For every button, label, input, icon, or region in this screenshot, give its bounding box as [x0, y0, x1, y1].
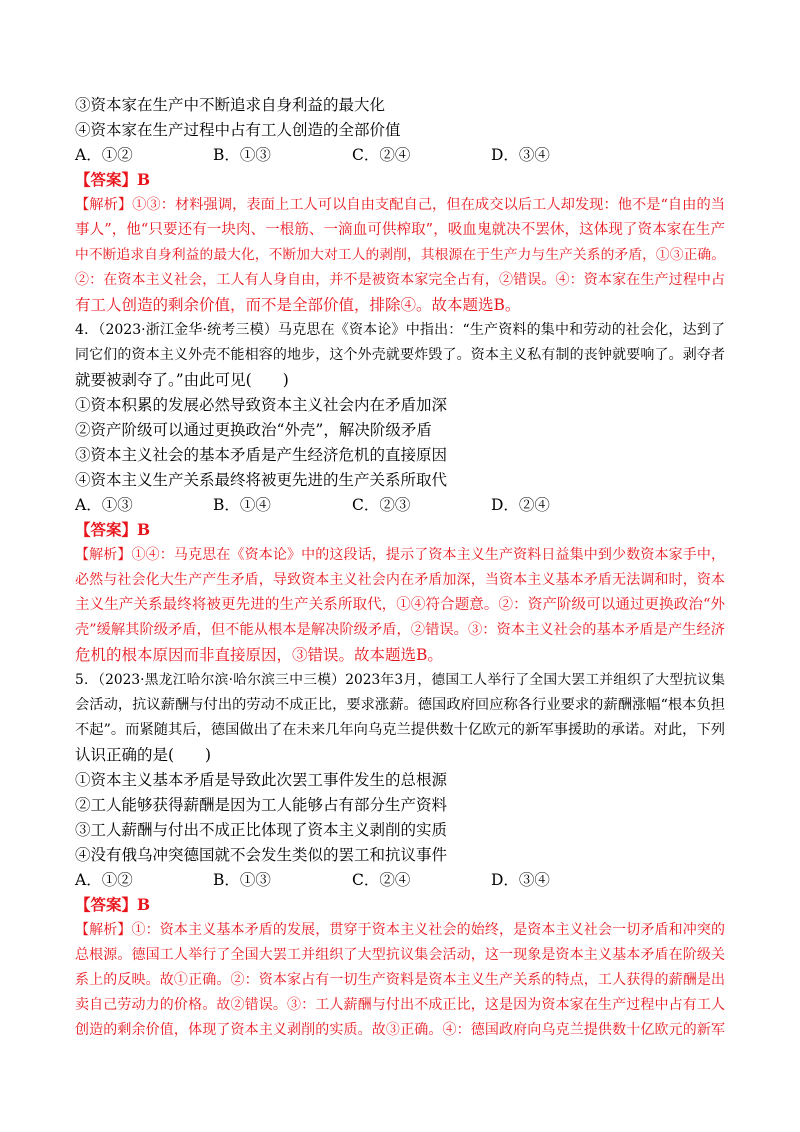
q3-analysis-line: 事人”，他“只要还有一块肉、一根筋、一滴血可供榨取”，吸血鬼就决不罢休，这体现了资本家在生产 [75, 222, 725, 238]
q3-analysis-line: 有工人创造的剩余价值，而不是全部价值，排除④。故本题选B。 [75, 296, 521, 314]
q3-item-4: ④资本家在生产过程中占有工人创造的全部价值 [75, 121, 401, 139]
q5-analysis-line: 系上的反映。故①正确。②：资本家占有一切生产资料是资本主义生产关系的特点，工人获得的薪酬是出 [75, 972, 725, 988]
q4-stem-line: 同它们的资本主义外壳不能相容的地步，这个外壳就要炸毁了。资本主义私有制的丧钟就要响了。剥夺者 [75, 347, 725, 363]
q3-option-a: A．①② [75, 146, 133, 164]
q3-option-b: B．①③ [213, 146, 271, 164]
q5-stem-line: 认识正确的是( ) [75, 746, 212, 764]
q5-analysis-line: 总根源。德国工人举行了全国大罢工并组织了大型抗议集会活动，这一现象是资本主义基本矛盾在阶级关 [75, 947, 725, 963]
q4-option-a: A．①③ [75, 496, 133, 514]
q5-option-d: D．③④ [491, 871, 550, 889]
q5-analysis-line: 创造的剩余价值，体现了资本主义剥削的实质。故③正确。④：德国政府向乌克兰提供数十亿欧元的新军 [75, 1022, 725, 1038]
q5-stem-line: 5．（2023·黑龙江哈尔滨·哈尔滨三中三模）2023年3月，德国工人举行了全国大罢工并组织了大型抗议集 [75, 672, 725, 688]
q4-item-2: ②资产阶级可以通过更换政治“外壳”，解决阶级矛盾 [75, 421, 432, 439]
q4-analysis-line: 壳”缓解其阶级矛盾，但不能从根本是解决阶级矛盾，②错误。③：资本主义社会的基本矛盾是产生经济 [75, 622, 725, 638]
q4-option-c: C．②③ [352, 496, 411, 514]
q5-stem-line: 不起”。而紧随其后，德国做出了在未来几年向乌克兰提供数十亿欧元的新军事援助的承诺。对此，下列 [75, 722, 725, 738]
q4-analysis-line: 主义生产关系最终将被更先进的生产关系所取代，①④符合题意。②：资产阶级可以通过更换政治“外 [75, 597, 725, 613]
q4-item-1: ①资本积累的发展必然导致资本主义社会内在矛盾加深 [75, 396, 448, 414]
q5-analysis-line: 卖自己劳动力的价格。故②错误。③：工人薪酬与付出不成正比，这是因为资本家在生产过程中占有工人 [75, 997, 725, 1013]
q4-analysis-line: 【解析】①④：马克思在《资本论》中的这段话，提示了资本主义生产资料日益集中到少数资本家手中， [75, 547, 725, 563]
q5-answer: 【答案】B [75, 895, 151, 914]
q4-item-4: ④资本主义生产关系最终将被更先进的生产关系所取代 [75, 471, 448, 489]
q4-analysis-line: 必然与社会化大生产产生矛盾，导致资本主义社会内在矛盾加深，当资本主义基本矛盾无法调和时，资本 [75, 572, 725, 588]
q3-analysis-line: 【解析】①③：材料强调，表面上工人可以自由支配自己，但在成交以后工人却发现：他不是“自由的当 [75, 197, 725, 213]
q5-option-c: C．②④ [352, 871, 411, 889]
q3-analysis-line: 中不断追求自身利益的最大化，不断加大对工人的剥削，其根源在于生产力与生产关系的矛盾，①③正确。 [75, 247, 725, 263]
q4-stem-line: 4．（2023·浙江金华·统考三模）马克思在《资本论》中指出：“生产资料的集中和劳动的社会化，达到了 [75, 322, 725, 338]
q4-stem-line: 就要被剥夺了。”由此可见( ) [75, 371, 289, 389]
q3-option-c: C．②④ [352, 146, 411, 164]
q5-item-3: ③工人薪酬与付出不成正比体现了资本主义剥削的实质 [75, 821, 448, 839]
q5-option-a: A．①② [75, 871, 133, 889]
q4-option-b: B．①④ [213, 496, 271, 514]
q5-analysis-line: 【解析】①：资本主义基本矛盾的发展，贯穿于资本主义社会的始终，是资本主义社会一切矛盾和冲突的 [75, 922, 725, 938]
q5-option-b: B．①③ [213, 871, 271, 889]
q4-answer: 【答案】B [75, 520, 151, 539]
q3-answer: 【答案】B [75, 170, 151, 189]
q3-option-d: D．③④ [491, 146, 550, 164]
q5-item-1: ①资本主义基本矛盾是导致此次罢工事件发生的总根源 [75, 771, 448, 789]
q5-item-4: ④没有俄乌冲突德国就不会发生类似的罢工和抗议事件 [75, 846, 448, 864]
q5-stem-line: 会活动，抗议薪酬与付出的劳动不成正比，要求涨薪。德国政府回应称各行业要求的薪酬涨幅“根本负担 [75, 697, 725, 713]
q5-item-2: ②工人能够获得薪酬是因为工人能够占有部分生产资料 [75, 796, 448, 814]
q3-item-3: ③资本家在生产中不断追求自身利益的最大化 [75, 96, 386, 114]
q4-analysis-line: 危机的根本原因而非直接原因，③错误。故本题选B。 [75, 646, 443, 664]
q4-item-3: ③资本主义社会的基本矛盾是产生经济危机的直接原因 [75, 446, 448, 464]
q3-analysis-line: ②：在资本主义社会，工人有人身自由，并不是被资本家完全占有，②错误。④：资本家在生产过程中占 [75, 272, 725, 288]
q4-option-d: D．②④ [491, 496, 550, 514]
